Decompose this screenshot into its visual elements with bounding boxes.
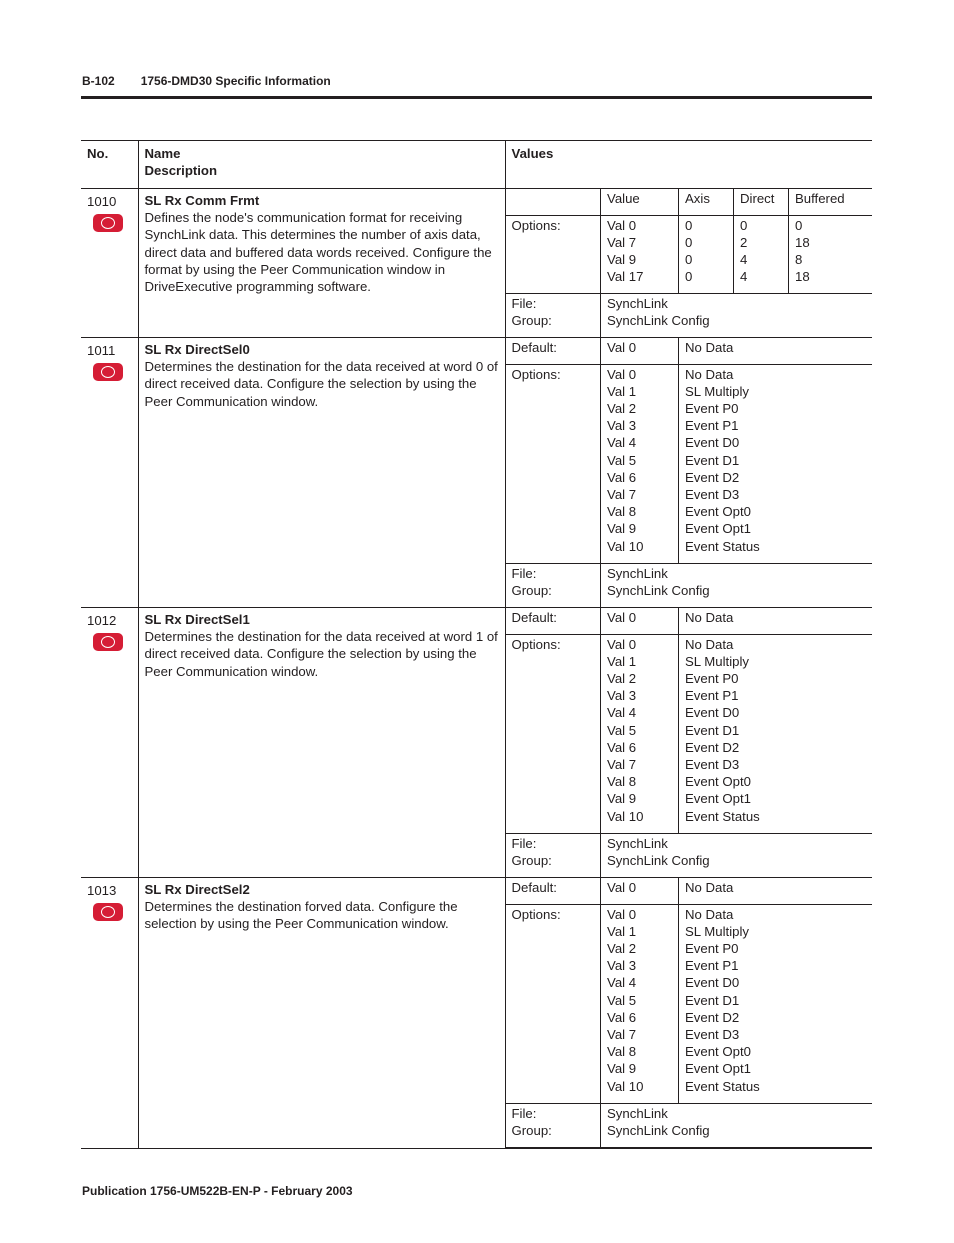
default-text: No Data	[679, 338, 873, 364]
param-name: SL Rx DirectSel0	[144, 342, 250, 357]
file-group-value: SynchLink SynchLink Config	[607, 565, 710, 598]
page-header-title: 1756-DMD30 Specific Information	[140, 74, 331, 88]
param-description: Determines the destination for the data received at word 0 of direct received data. Configure the selection by using the Peer Communication window.	[144, 359, 498, 409]
file-group-value: SynchLink SynchLink Config	[607, 835, 710, 868]
options-text: No Data SL Multiply Event P0 Event P1 Event D0 Event D1 Event D2 Event D3 Event Opt0 Event Opt1 Event Status	[679, 364, 873, 563]
header-values: Values	[505, 141, 872, 189]
param-name: SL Rx Comm Frmt	[144, 193, 260, 208]
param-number: 1012	[87, 613, 117, 628]
subhead-buffered: Buffered	[789, 189, 873, 215]
options-text: No Data SL Multiply Event P0 Event P1 Event D0 Event D1 Event D2 Event D3 Event Opt0 Event Opt1 Event Status	[679, 634, 873, 833]
values-table	[506, 189, 873, 337]
options-label: Options:	[506, 215, 601, 293]
default-label: Default:	[506, 338, 601, 364]
default-text: No Data	[679, 878, 873, 904]
default-label: Default:	[506, 608, 601, 634]
table-row	[81, 189, 872, 338]
table-header-row	[81, 141, 872, 189]
file-group-value: SynchLink SynchLink Config	[601, 1103, 873, 1147]
param-description: Determines the destination forved data. Configure the selection by using the Peer Communication window.	[144, 899, 458, 932]
default-text: No Data	[679, 608, 873, 634]
param-description: Defines the node's communication format for receiving SynchLink data. This determines the number of axis data, direct data and buffered data words received. Configure the format by using the Peer Communication window in DriveExecutive programming software.	[144, 210, 492, 295]
table-row	[81, 608, 872, 878]
param-description: Determines the destination for the data received at word 1 of direct received data. Configure the selection by using the Peer Communication window.	[144, 629, 498, 679]
options-values: Val 0 Val 7 Val 9 Val 17	[601, 215, 679, 293]
publication-footer: Publication 1756-UM522B-EN-P - February 2003	[82, 1184, 353, 1198]
values-table	[506, 338, 873, 607]
options-direct: 0 2 4 4	[734, 215, 789, 293]
default-label: Default:	[506, 878, 601, 904]
header-name-description	[138, 141, 505, 189]
file-group-label: File: Group:	[506, 293, 601, 337]
file-group-label: File: Group:	[506, 833, 601, 877]
param-name: SL Rx DirectSel2	[144, 882, 250, 897]
param-number: 1013	[87, 883, 117, 898]
page-header	[82, 74, 331, 88]
header-description: Description	[144, 163, 218, 179]
page-number: B-102	[82, 74, 115, 88]
read-write-indicator-icon	[93, 214, 123, 232]
options-label: Options:	[506, 904, 601, 1103]
parameter-table	[81, 140, 872, 1149]
options-axis: 0 0 0 0	[679, 215, 734, 293]
default-value: Val 0	[601, 878, 679, 904]
header-name: Name	[144, 146, 181, 161]
options-label: Options:	[506, 634, 601, 833]
param-number: 1010	[87, 194, 117, 209]
values-table	[506, 608, 873, 877]
file-group-label: File: Group:	[506, 1103, 601, 1147]
read-write-indicator-icon	[93, 363, 123, 381]
options-text: No Data SL Multiply Event P0 Event P1 Event D0 Event D1 Event D2 Event D3 Event Opt0 Event Opt1 Event Status	[679, 904, 873, 1103]
options-label: Options:	[506, 364, 601, 563]
subhead-direct: Direct	[734, 189, 789, 215]
table-row	[81, 878, 872, 1149]
values-table	[506, 878, 873, 1148]
param-name: SL Rx DirectSel1	[144, 612, 250, 627]
options-values: Val 0 Val 1 Val 2 Val 3 Val 4 Val 5 Val 6 Val 7 Val 8 Val 9 Val 10	[601, 634, 679, 833]
subhead-value: Value	[601, 189, 679, 215]
param-number: 1011	[87, 343, 116, 358]
subhead-axis: Axis	[679, 189, 734, 215]
file-group-label: File: Group:	[506, 563, 601, 607]
read-write-indicator-icon	[93, 903, 123, 921]
table-row	[81, 338, 872, 608]
header-no: No.	[81, 141, 138, 189]
file-group-value: SynchLink SynchLink Config	[607, 295, 710, 328]
options-values: Val 0 Val 1 Val 2 Val 3 Val 4 Val 5 Val 6 Val 7 Val 8 Val 9 Val 10	[601, 364, 679, 563]
header-rule	[81, 96, 872, 99]
default-value: Val 0	[601, 608, 679, 634]
read-write-indicator-icon	[93, 633, 123, 651]
default-value: Val 0	[601, 338, 679, 364]
options-buffered: 0 18 8 18	[789, 215, 873, 293]
options-values: Val 0 Val 1 Val 2 Val 3 Val 4 Val 5 Val 6 Val 7 Val 8 Val 9 Val 10	[601, 904, 679, 1103]
